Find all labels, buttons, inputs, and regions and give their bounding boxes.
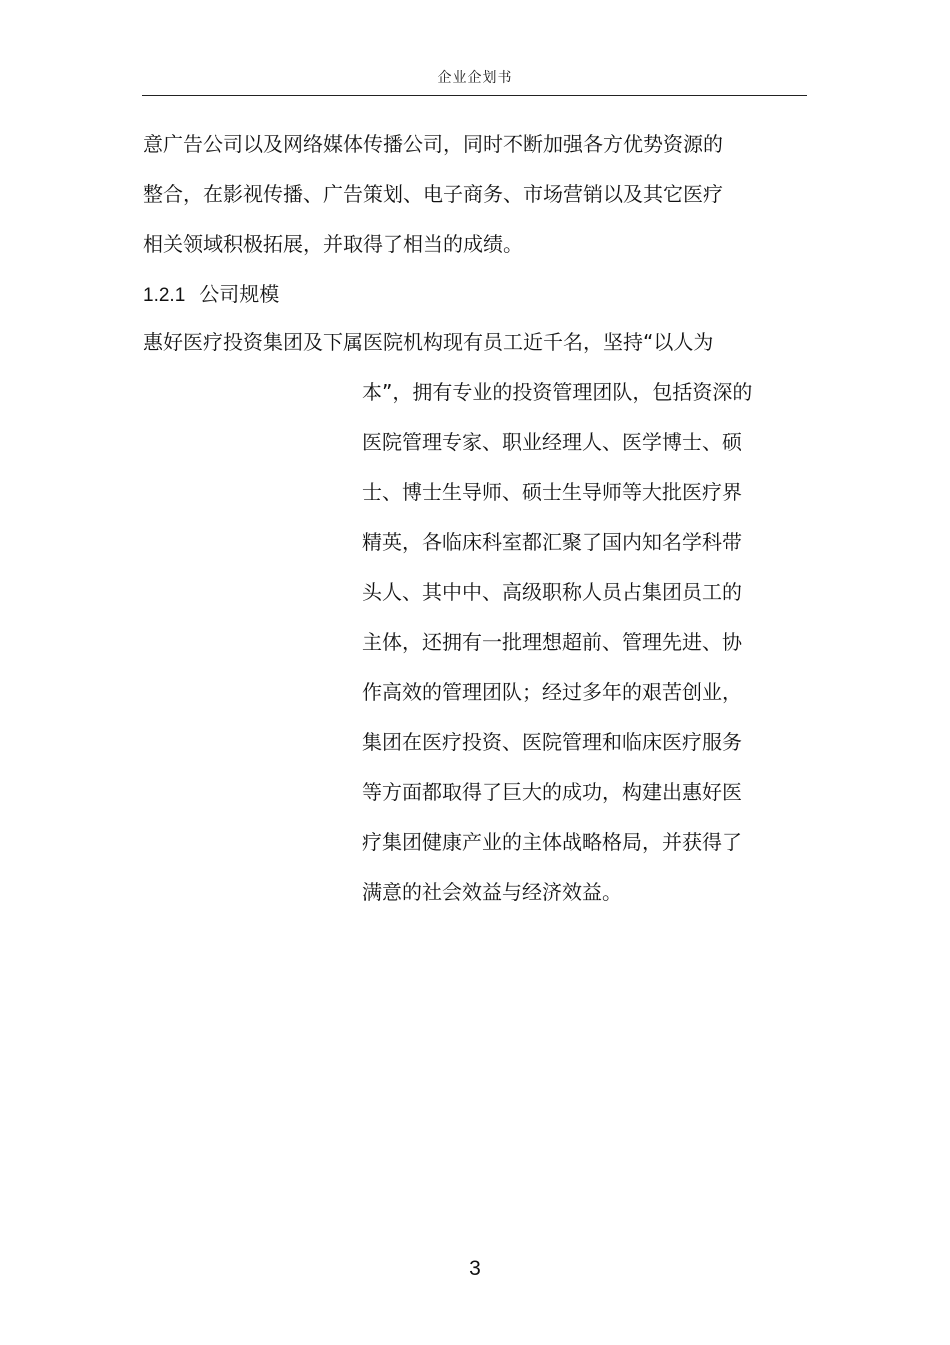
paragraph-line: 作高效的管理团队；经过多年的艰苦创业， <box>362 680 742 704</box>
section-title: 公司规模 <box>199 282 280 306</box>
paragraph-line: 疗集团健康产业的主体战略格局，并获得了 <box>362 830 742 854</box>
page-number: 3 <box>469 1257 481 1280</box>
paragraph-line: 惠好医疗投资集团及下属医院机构现有员工近千名，坚持“以人为 <box>143 330 714 354</box>
paragraph-line: 满意的社会效益与经济效益。 <box>362 880 622 904</box>
paragraph-line: 意广告公司以及网络媒体传播公司，同时不断加强各方优势资源的 <box>143 132 723 156</box>
section-heading <box>143 281 279 309</box>
section-number: 1.2.1 <box>143 285 186 306</box>
paragraph-line: 等方面都取得了巨大的成功，构建出惠好医 <box>362 780 742 804</box>
paragraph-line: 整合，在影视传播、广告策划、电子商务、市场营销以及其它医疗 <box>143 182 723 206</box>
paragraph-line: 头人、其中中、高级职称人员占集团员工的 <box>362 580 742 604</box>
paragraph-line: 主体，还拥有一批理想超前、管理先进、协 <box>362 630 742 654</box>
paragraph-line: 精英，各临床科室都汇聚了国内知名学科带 <box>362 530 742 554</box>
paragraph-line: 相关领域积极拓展，并取得了相当的成绩。 <box>143 232 523 256</box>
paragraph-line: 本”，拥有专业的投资管理团队，包括资深的 <box>362 380 753 404</box>
paragraph-line: 士、博士生导师、硕士生导师等大批医疗界 <box>362 480 742 504</box>
running-header: 企业企划书 <box>437 70 513 86</box>
header-divider <box>142 95 807 96</box>
paragraph-line: 医院管理专家、职业经理人、医学博士、硕 <box>362 430 742 454</box>
paragraph-line: 集团在医疗投资、医院管理和临床医疗服务 <box>362 730 742 754</box>
